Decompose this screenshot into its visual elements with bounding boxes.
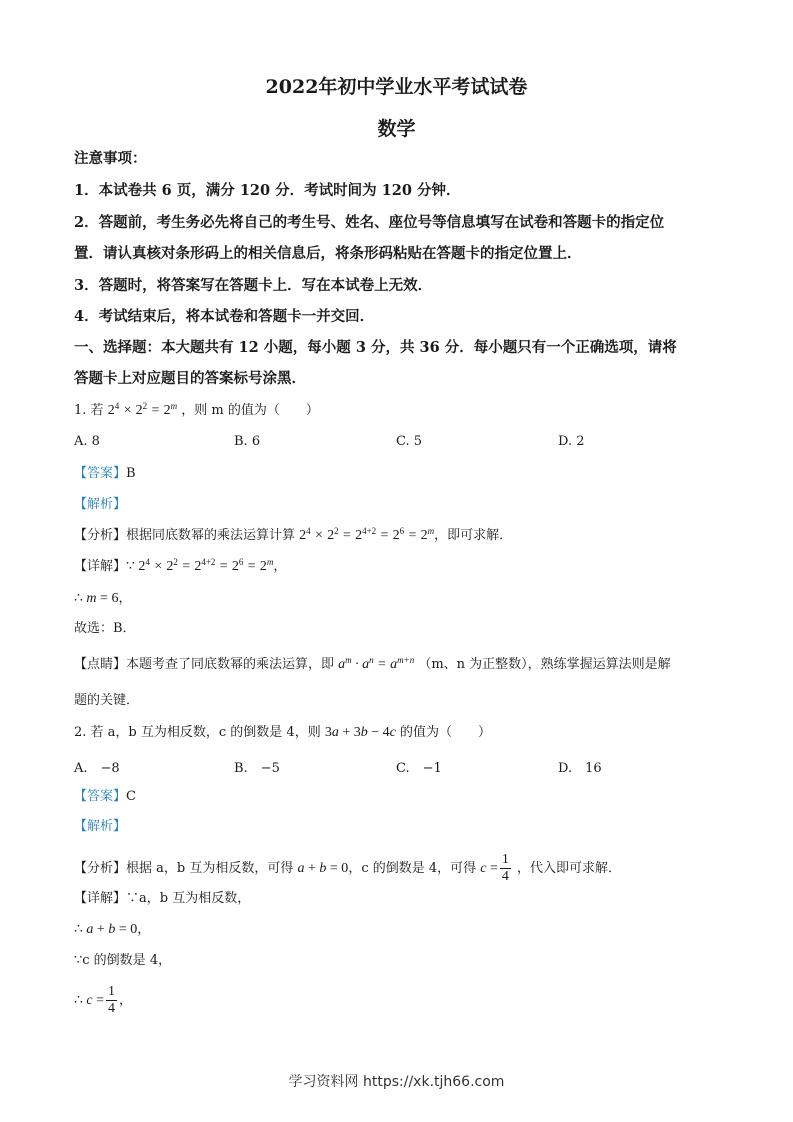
option-d: D. 2 (558, 434, 585, 449)
question-2-prefix: 2. 若 a，b 互为相反数，c 的倒数是 4，则 (74, 725, 321, 740)
question-1 (74, 402, 734, 420)
fenxi-end: ，代入即可求解． (517, 861, 622, 876)
section-heading: 一、选择题：本大题共有 12 小题，每小题 3 分，共 36 分．每小题只有一个正确选项，请将 (74, 339, 677, 356)
question-2-expression: 3a + 3b − 4c (324, 725, 396, 740)
question-2-suffix: 的值为（ ） (400, 725, 492, 740)
analysis-line (74, 852, 734, 885)
step-end: ， (118, 591, 132, 606)
dianjing-mid: （m、n 为正整数），熟练掌握运算法则是解 (418, 657, 671, 672)
detail-step (74, 590, 734, 608)
option-a: A. −8 (74, 761, 120, 776)
exam-title: 2022年初中学业水平考试试卷 (265, 76, 528, 98)
step-equation: ∴ a + b = 0 (74, 922, 138, 937)
answer-tag: 【答案】 (74, 789, 127, 804)
answer-value: C (126, 789, 136, 804)
step-equation: ∴ m = 6 (74, 591, 119, 606)
answer-value: B (126, 466, 136, 481)
notice-item: 4．考试结束后，将本试卷和答题卡一并交回． (74, 308, 375, 325)
fenxi-tag: 【分析】 (74, 861, 127, 876)
detail-line (74, 558, 734, 576)
fraction-one-quarter: $\frac{1}{4}$ (108, 984, 116, 1016)
step-end: ， (137, 922, 151, 937)
option-c: C. −1 (396, 761, 442, 776)
notice-item: 2．答题前，考生务必先将自己的考生号、姓名、座位号等信息填写在试卷和答题卡的指定位 (74, 214, 665, 231)
dianjing-line-2: 题的关键． (74, 693, 140, 708)
fenxi-fraction-eq: c = (480, 861, 498, 876)
notice-item: 置．请认真核对条形码上的相关信息后，将条形码粘贴在答题卡的指定位置上． (74, 245, 582, 262)
fenxi-equation: $2^4 \times 2^2 = 2^{4+2} = 2^6 = 2^m$ (299, 526, 435, 543)
analysis-line (74, 527, 734, 545)
fenxi-end: ，即可求解． (434, 528, 513, 543)
dianjing-line (74, 656, 734, 674)
analysis-tag: 【解析】 (74, 497, 127, 512)
footer-watermark: 学习资料网 https://xk.tjh66.com (288, 1074, 505, 1090)
step-equation: ∴ c = (74, 993, 105, 1008)
fenxi-equation: a + b = 0 (297, 861, 349, 876)
answer-line (74, 788, 734, 806)
detail-equation: ∵ $2^4 \times 2^2 = 2^{4+2} = 2^6 = 2^m$ (126, 557, 274, 574)
detail-step (74, 921, 734, 939)
fraction-one-quarter: $\frac{1}{4}$ (501, 852, 509, 884)
notice-heading: 注意事项： (74, 150, 147, 167)
step-end: ， (119, 993, 133, 1008)
detail-end: ， (273, 559, 287, 574)
notice-item: 3．答题时，将答案写在答题卡上．写在本试卷上无效． (74, 277, 433, 294)
exam-subject: 数学 (377, 118, 416, 140)
fenxi-mid: ，c 的倒数是 4，可得 (348, 861, 477, 876)
option-c: C. 5 (396, 434, 423, 449)
xiangjie-text: ∵a，b 互为相反数， (126, 891, 251, 906)
option-a: A. 8 (74, 434, 100, 449)
xiangjie-tag: 【详解】 (74, 559, 127, 574)
option-b: B. −5 (234, 761, 280, 776)
fenxi-text: 根据同底数幂的乘法运算计算 (126, 528, 296, 543)
detail-step (74, 984, 734, 1017)
dianjing-text: 本题考查了同底数幂的乘法运算，即 (126, 657, 335, 672)
fenxi-tag: 【分析】 (74, 528, 127, 543)
question-1-equation: $2^4 \times 2^2 = 2^m$ (107, 401, 178, 418)
question-2 (74, 724, 734, 742)
dianjing-equation: $a^m \cdot a^n = a^{m+n}$ (338, 655, 415, 672)
xiangjie-tag: 【详解】 (74, 891, 127, 906)
analysis-tag: 【解析】 (74, 819, 127, 834)
answer-tag: 【答案】 (74, 466, 127, 481)
option-d: D. 16 (558, 761, 602, 776)
answer-line (74, 465, 734, 483)
notice-item: 1．本试卷共 6 页，满分 120 分．考试时间为 120 分钟． (74, 182, 461, 199)
choice-line: 故选：B． (74, 621, 136, 636)
dianjing-tag: 【点睛】 (74, 657, 127, 672)
option-b: B. 6 (234, 434, 261, 449)
question-1-prefix: 1. 若 (74, 403, 104, 418)
detail-step: ∵c 的倒数是 4， (74, 953, 172, 968)
section-heading: 答题卡上对应题目的答案标号涂黑． (74, 370, 306, 387)
detail-line (74, 890, 734, 908)
question-1-suffix: ，则 m 的值为（ ） (181, 403, 319, 418)
fenxi-text: 根据 a，b 互为相反数，可得 (126, 861, 294, 876)
